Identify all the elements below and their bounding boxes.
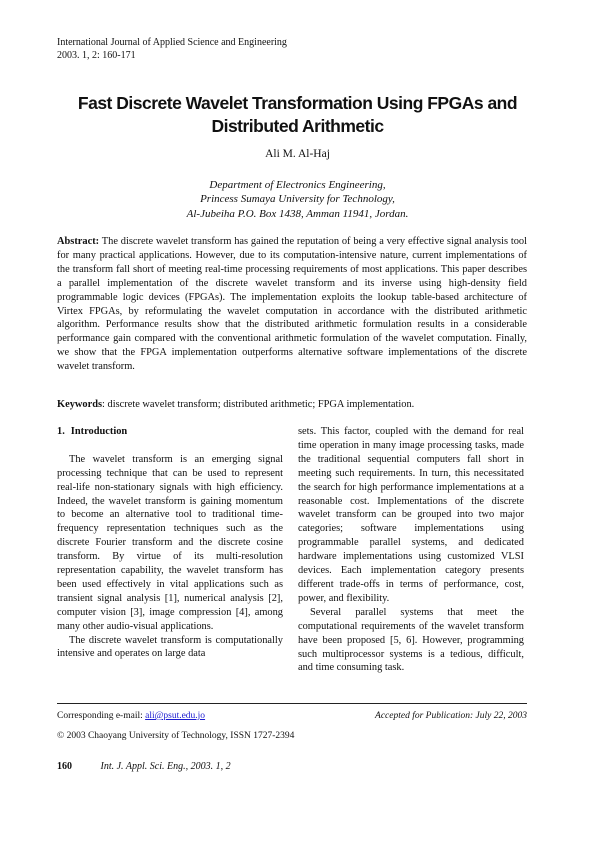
copyright-notice: © 2003 Chaoyang University of Technology, ISSN 1727-2394 — [57, 731, 295, 741]
abstract-label: Abstract: — [57, 236, 100, 247]
page-number: 160 — [57, 761, 72, 772]
corresponding-email — [57, 711, 205, 721]
author-name: Ali M. Al-Haj — [265, 148, 330, 160]
paper-title — [40, 92, 555, 138]
keywords-label: Keywords — [57, 399, 103, 410]
left-column — [57, 425, 283, 661]
right-column — [298, 425, 524, 675]
journal-name: International Journal of Applied Science and Engineering — [57, 37, 287, 48]
intro-paragraph-2: The discrete wavelet transform is computationally intensive and operates on large data — [57, 634, 283, 660]
affiliation-line-3: Al-Jubeiha P.O. Box 1438, Amman 11941, Jordan. — [186, 207, 409, 220]
affiliation — [0, 178, 595, 221]
section-heading — [57, 425, 283, 439]
journal-header — [57, 36, 287, 62]
affiliation-line-2: Princess Sumaya University for Technology, — [200, 193, 395, 206]
abstract — [57, 235, 527, 374]
footer-divider — [57, 703, 527, 704]
email-link[interactable]: ali@psut.edu.jo — [145, 711, 206, 721]
title-line-2: Distributed Arithmetic — [211, 116, 384, 136]
abstract-text: The discrete wavelet transform has gained the reputation of being a very effective signal analysis tool for many practical applications. However, due to its computation-intensive nature, current implementations of the transform fall short of meeting real-time processing requirements of most applications. This paper describes a parallel implementation of the discrete wavelet transform and its inverse using high-density field programmable logic devices (FPGAs). The implementation exploits the lookup table-based architecture of Virtex FPGAs, by reformulating the wavelet computation in accordance with the distributed arithmetic algorithm. Performance results show that the distributed arithmetic formulation results in a considerable performance gain compared with the conventional arithmetic formulation of the wavelet computation. Finally, we show that the FPGA implementation outperforms alternative software implementations of the discrete wavelet transform. — [57, 236, 527, 373]
section-title: Introduction — [70, 426, 128, 437]
affiliation-line-1: Department of Electronics Engineering, — [209, 179, 386, 191]
corresponding-label: Corresponding e-mail: — [57, 711, 146, 721]
right-paragraph-1: sets. This factor, coupled with the demand for real time operation in many image processing tasks, made the traditional sequential computers fall short in meeting such requirements. In turn, this necessitated the search for high performance implementations at a reasonable cost. Implementations of the discrete wavelet transform can be grouped into two major categories; software implementations using programmable parallel systems, and dedicated hardware implementations using customized VLSI devices. Each implementation category presents different trade-offs in terms of performance, cost, power, and flexibility. — [298, 426, 524, 604]
journal-volume: 2003. 1, 2: 160-171 — [57, 50, 136, 61]
keywords — [57, 398, 527, 412]
title-line-1: Fast Discrete Wavelet Transformation Using FPGAs and — [77, 93, 518, 113]
journal-citation: Int. J. Appl. Sci. Eng., 2003. 1, 2 — [100, 761, 231, 772]
right-paragraph-2: Several parallel systems that meet the computational requirements of the wavelet transform have been proposed [5, 6]. However, programming such multiprocessor systems is a tedious, difficult, and time consuming task. — [298, 606, 524, 674]
intro-paragraph-1: The wavelet transform is an emerging signal processing technique that can be used to represent real-life non-stationary signals with high efficiency. Indeed, the wavelet transform is gaining momentum to become an alternative tool to traditional time-frequency representation techniques such as the discrete Fourier transform and the discrete cosine transform. By virtue of its multi-resolution representation capability, the wavelet transform has been used effectively in vital applications such as transient signal analysis [1], numerical analysis [2], computer vision [3], image compression [4], among many other audio-visual applications. — [57, 453, 283, 632]
page-footer — [57, 761, 231, 772]
keywords-text: : discrete wavelet transform; distributed arithmetic; FPGA implementation. — [102, 399, 415, 410]
accepted-date: Accepted for Publication: July 22, 2003 — [375, 711, 527, 721]
section-number: 1. — [57, 426, 65, 437]
